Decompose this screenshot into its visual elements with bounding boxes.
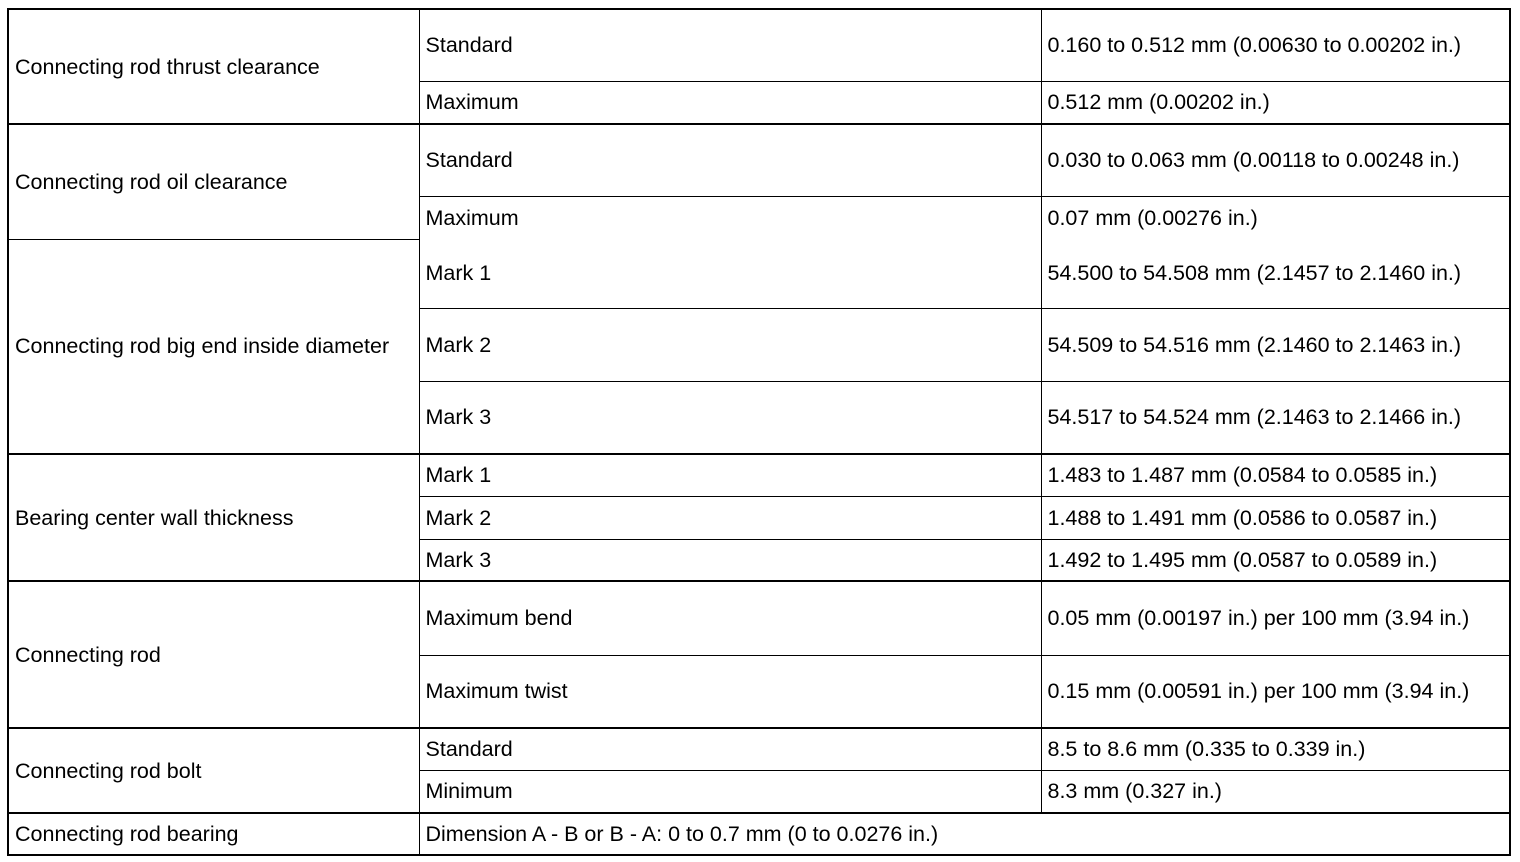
- value-cell: 0.07 mm (0.00276 in.): [1041, 196, 1510, 239]
- condition-cell: Mark 3: [419, 539, 1041, 581]
- condition-cell: Maximum twist: [419, 655, 1041, 728]
- item-cell: Connecting rod thrust clearance: [8, 9, 419, 124]
- value-cell: 54.509 to 54.516 mm (2.1460 to 2.1463 in.): [1041, 308, 1510, 381]
- condition-cell: Mark 2: [419, 496, 1041, 539]
- condition-cell: Maximum bend: [419, 581, 1041, 655]
- condition-cell: Mark 1: [419, 239, 1041, 308]
- table-row: [8, 728, 1510, 770]
- value-cell: 8.5 to 8.6 mm (0.335 to 0.339 in.): [1041, 728, 1510, 770]
- item-cell: Connecting rod bearing: [8, 813, 419, 855]
- value-cell: 1.488 to 1.491 mm (0.0586 to 0.0587 in.): [1041, 496, 1510, 539]
- condition-cell: Standard: [419, 124, 1041, 196]
- condition-cell: Standard: [419, 9, 1041, 81]
- table-row: [8, 239, 1510, 308]
- table-row: [8, 581, 1510, 655]
- item-cell: Bearing center wall thickness: [8, 454, 419, 581]
- value-cell: 54.517 to 54.524 mm (2.1463 to 2.1466 in.): [1041, 381, 1510, 454]
- value-cell: 0.030 to 0.063 mm (0.00118 to 0.00248 in.): [1041, 124, 1510, 196]
- value-cell: 8.3 mm (0.327 in.): [1041, 770, 1510, 813]
- condition-cell: Mark 1: [419, 454, 1041, 496]
- value-cell: 0.512 mm (0.00202 in.): [1041, 81, 1510, 124]
- value-cell: 1.492 to 1.495 mm (0.0587 to 0.0589 in.): [1041, 539, 1510, 581]
- condition-cell: Maximum: [419, 81, 1041, 124]
- condition-cell: Maximum: [419, 196, 1041, 239]
- value-cell: 1.483 to 1.487 mm (0.0584 to 0.0585 in.): [1041, 454, 1510, 496]
- item-cell: Connecting rod oil clearance: [8, 124, 419, 239]
- value-cell: 0.05 mm (0.00197 in.) per 100 mm (3.94 in.): [1041, 581, 1510, 655]
- table-row: [8, 9, 1510, 81]
- condition-cell: Mark 2: [419, 308, 1041, 381]
- item-cell: Connecting rod: [8, 581, 419, 728]
- value-cell: 54.500 to 54.508 mm (2.1457 to 2.1460 in.): [1041, 239, 1510, 308]
- item-cell: Connecting rod big end inside diameter: [8, 239, 419, 454]
- condition-cell: Standard: [419, 728, 1041, 770]
- table-row: [8, 454, 1510, 496]
- condition-cell: Dimension A - B or B - A: 0 to 0.7 mm (0 to 0.0276 in.): [419, 813, 1510, 855]
- value-cell: 0.160 to 0.512 mm (0.00630 to 0.00202 in.): [1041, 9, 1510, 81]
- table-row: [8, 124, 1510, 196]
- item-cell: Connecting rod bolt: [8, 728, 419, 813]
- condition-cell: Mark 3: [419, 381, 1041, 454]
- value-cell: 0.15 mm (0.00591 in.) per 100 mm (3.94 in.): [1041, 655, 1510, 728]
- condition-cell: Minimum: [419, 770, 1041, 813]
- specification-table: [7, 8, 1511, 856]
- table-row: [8, 813, 1510, 855]
